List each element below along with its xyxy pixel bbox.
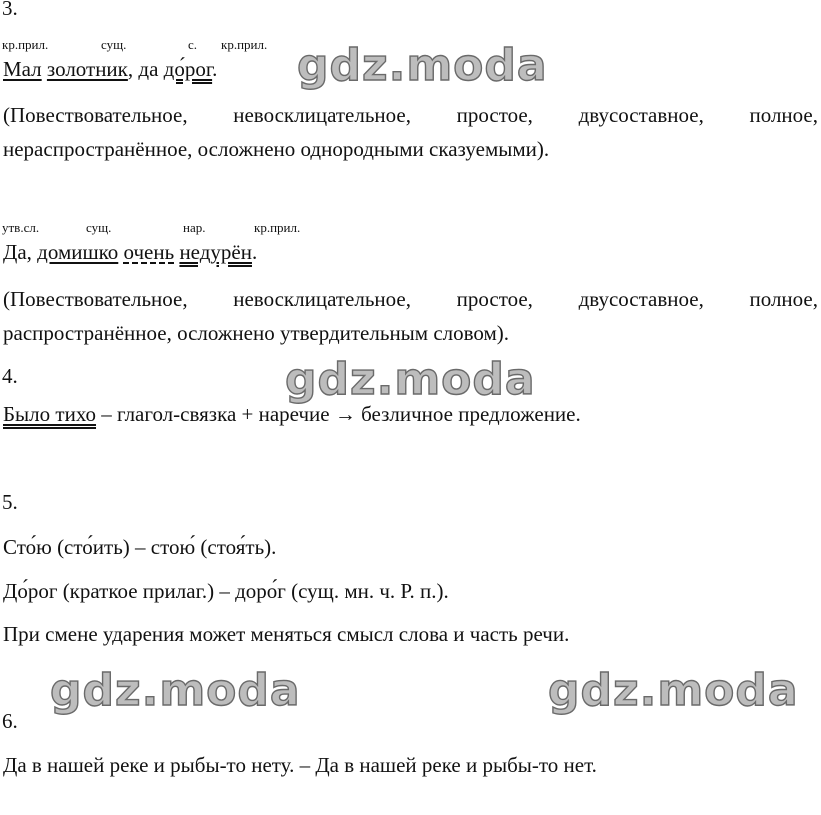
label-da-2: утв.сл.: [2, 220, 40, 235]
word-mal: Мал: [3, 57, 42, 81]
period-1: .: [212, 57, 218, 81]
subject-bylo-tiho: Было тихо: [3, 402, 97, 426]
task-4-rest: – глагол-связка + наречие → безличное предложение.: [96, 402, 581, 426]
label-mal: кр.прил.: [2, 37, 49, 52]
label-da: с.: [188, 37, 198, 52]
watermark-logo: gdz.moda: [297, 40, 548, 91]
task-5-number: 5.: [2, 490, 18, 514]
label-dorog: кр.прил.: [221, 37, 268, 52]
label-ochen: нар.: [183, 220, 206, 235]
word-dorog: до́рог: [163, 57, 213, 81]
sentence-1: [3, 57, 217, 82]
word-ochen: очень: [123, 240, 175, 264]
task-4-line: [3, 402, 581, 427]
label-domishko: сущ.: [86, 220, 112, 235]
sentence-2: [3, 240, 257, 265]
analysis-2: (Повествовательное, невосклицательное, простое, двусоставное, полное, распространённое, осложнено утвердительным словом).: [3, 287, 818, 345]
watermark-logo: gdz.moda: [285, 354, 536, 405]
label-nedurYon: кр.прил.: [254, 220, 301, 235]
word-domishko: домишко: [37, 240, 119, 264]
watermark-logo: gdz.moda: [548, 665, 799, 716]
label-zolotnik: сущ.: [101, 37, 127, 52]
word-da: , да: [127, 57, 164, 81]
analysis-1: (Повествовательное, невосклицательное, простое, двусоставное, полное, нераспространённое, осложнено однородными сказуемыми).: [3, 103, 818, 161]
task-5-line-3: При смене ударения может меняться смысл слова и часть речи.: [3, 622, 570, 646]
task-3-number: 3.: [2, 0, 18, 20]
task-6-line-1: Да в нашей реке и рыбы-то нету. – Да в нашей реке и рыбы-то нет.: [3, 753, 597, 777]
task-5-line-2: До́рог (краткое прилаг.) – доро́г (сущ. мн. ч. Р. п.).: [3, 579, 449, 603]
watermark-logo: gdz.moda: [50, 665, 301, 716]
word-da-2: Да,: [3, 240, 38, 264]
task-5-line-1: Сто́ю (сто́ить) – стою́ (стоя́ть).: [3, 535, 277, 559]
task-6-number: 6.: [2, 709, 18, 733]
task-4-number: 4.: [2, 364, 18, 388]
period-2: .: [251, 240, 258, 264]
word-zolotnik: золотник: [46, 57, 128, 81]
word-nedurYon: недурён: [179, 240, 252, 264]
